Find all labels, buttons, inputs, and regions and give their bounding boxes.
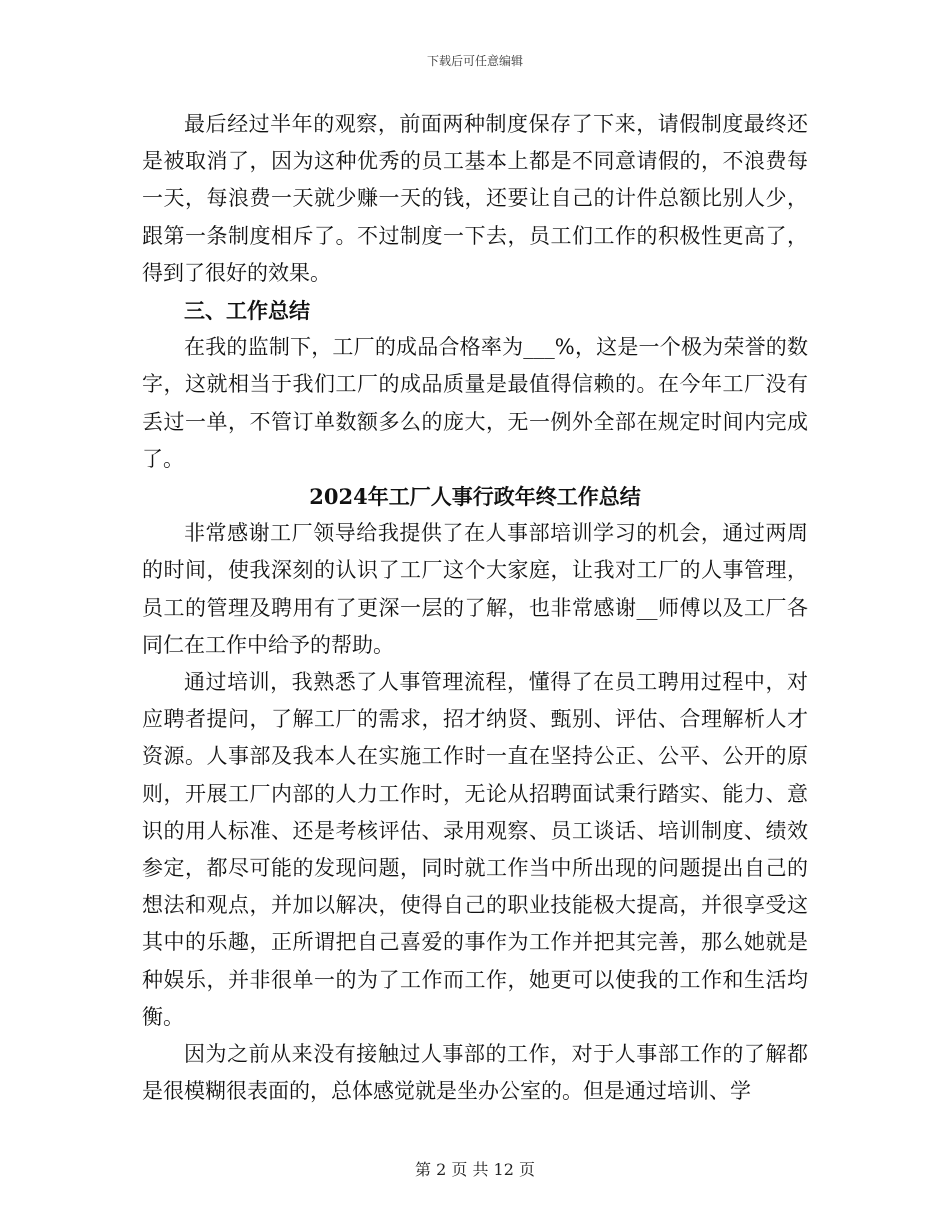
- article-title: 2024年工厂人事行政年终工作总结: [309, 484, 641, 510]
- section-heading: 三、工作总结: [184, 298, 310, 324]
- paragraph: 非常感谢工厂领导给我提供了在人事部培训学习的机会，通过两周的时间，使我深刻的认识了工厂这个大家庭，让我对工厂的人事管理，员工的管理及聘用有了更深一层的了解，也非常感谢__师傅以及工厂各同仁在工作中给予的帮助。: [142, 521, 808, 657]
- page-footer: 第 2 页 共 12 页: [415, 1160, 535, 1179]
- document-body: [142, 106, 808, 1110]
- paragraph: 在我的监制下，工厂的成品合格率为___%，这是一个极为荣誉的数字，这就相当于我们工厂的成品质量是最值得信赖的。在今年工厂没有丢过一单，不管订单数额多么的庞大，无一例外全部在规定时间内完成了。: [142, 335, 808, 471]
- paragraph: 通过培训，我熟悉了人事管理流程，懂得了在员工聘用过程中，对应聘者提问，了解工厂的需求，招才纳贤、甄别、评估、合理解析人才资源。人事部及我本人在实施工作时一直在坚持公正、公平、公开的原则，开展工厂内部的人力工作时，无论从招聘面试秉行踏实、能力、意识的用人标准、还是考核评估、录用观察、员工谈话、培训制度、绩效参定，都尽可能的发现问题，同时就工作当中所出现的问题提出自己的想法和观点，并加以解决，使得自己的职业技能极大提高，并很享受这其中的乐趣，正所谓把自己喜爱的事作为工作并把其完善，那么她就是种娱乐，并非很单一的为了工作而工作，她更可以使我的工作和生活均衡。: [142, 670, 808, 1029]
- page-header: 下载后可任意编辑: [426, 54, 523, 68]
- paragraph: 最后经过半年的观察，前面两种制度保存了下来，请假制度最终还是被取消了，因为这种优秀的员工基本上都是不同意请假的，不浪费每一天，每浪费一天就少赚一天的钱，还要让自己的计件总额比别人少，跟第一条制度相斥了。不过制度一下去，员工们工作的积极性更高了，得到了很好的效果。: [142, 112, 808, 285]
- paragraph: 因为之前从来没有接触过人事部的工作，对于人事部工作的了解都是很模糊很表面的，总体感觉就是坐办公室的。但是通过培训、学: [142, 1042, 808, 1104]
